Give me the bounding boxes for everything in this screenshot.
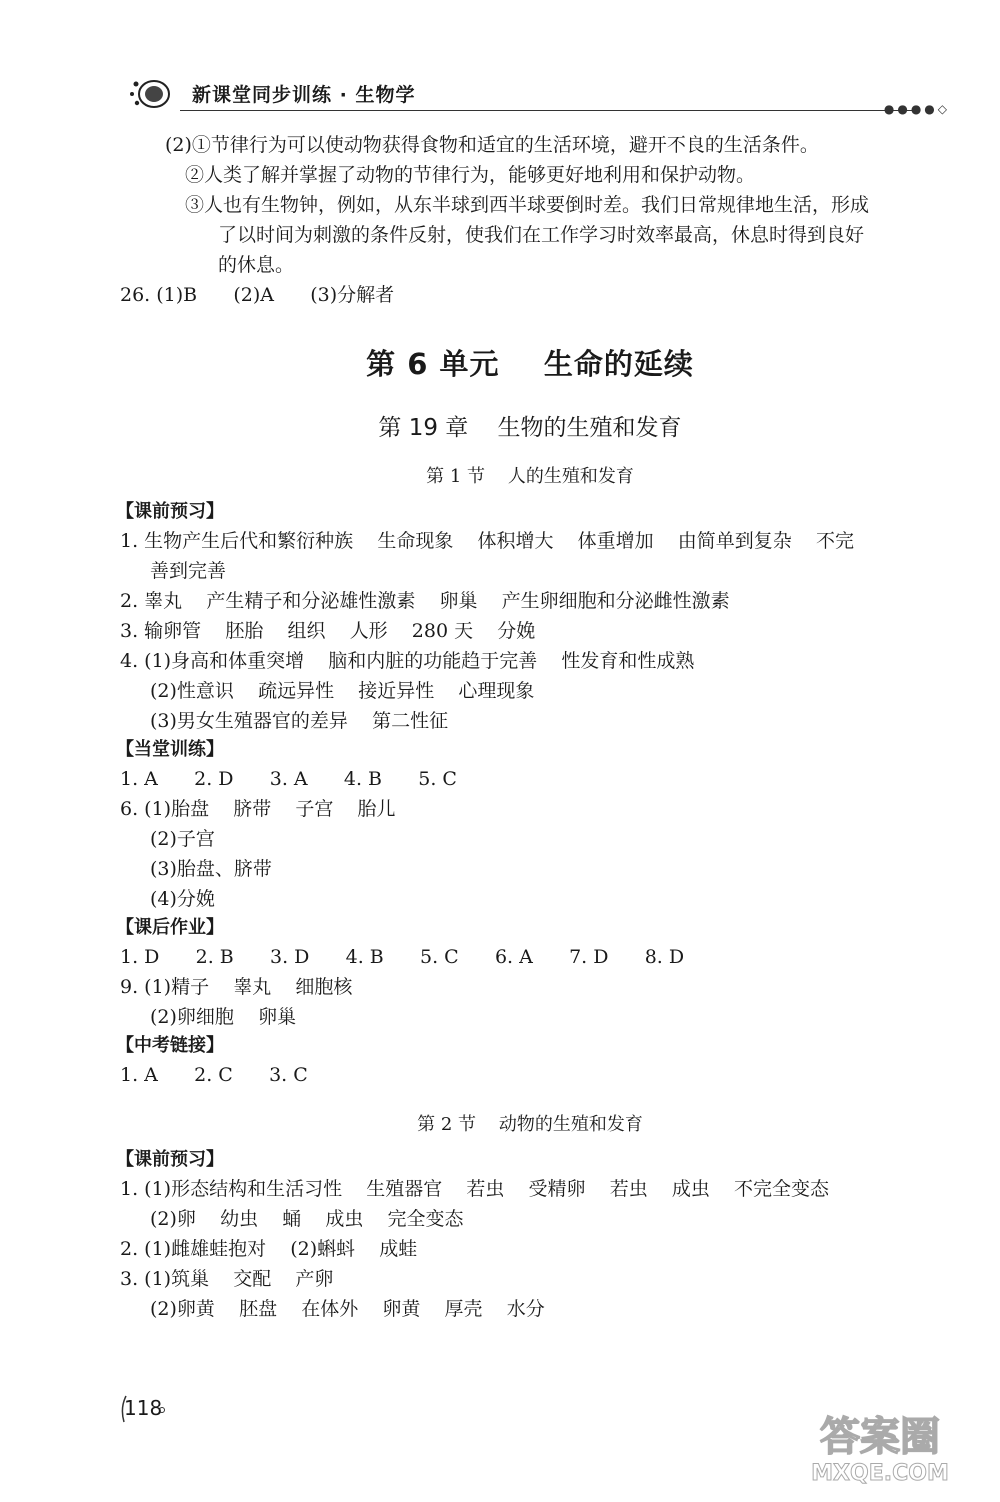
answer-line: 3. (1)筑巢 交配 产卵 xyxy=(120,1268,334,1290)
unit-title: 第 6 单元 生命的延续 xyxy=(366,347,694,381)
answer-line: 1. (1)形态结构和生活习性 生殖器官 若虫 受精卵 若虫 成虫 不完全变态 xyxy=(120,1178,830,1200)
watermark-main-text: 答案圈 xyxy=(820,1414,940,1460)
answer-line: 1. A 2. C 3. C xyxy=(120,1064,308,1086)
answer-line: 的休息。 xyxy=(218,254,295,276)
section-tag: 【课前预习】 xyxy=(116,1149,224,1170)
answer-line: (3)男女生殖器官的差异 第二性征 xyxy=(150,710,449,732)
section-title: 第 2 节 动物的生殖和发育 xyxy=(417,1114,643,1135)
section-tag: 【课后作业】 xyxy=(116,917,224,938)
answer-line: (2)子宫 xyxy=(150,828,215,850)
answer-line: 2. (1)雌雄蛙抱对 (2)蝌蚪 成蛙 xyxy=(120,1238,418,1260)
page-number-text: 118 xyxy=(124,1396,163,1420)
section-tag: 【中考链接】 xyxy=(116,1035,224,1056)
page-header xyxy=(120,72,950,116)
answer-line: 1. 生物产生后代和繁衍种族 生命现象 体积增大 体重增加 由简单到复杂 不完 xyxy=(120,530,854,552)
answer-line: (2)卵 幼虫 蛹 成虫 完全变态 xyxy=(150,1208,464,1230)
answer-line: (4)分娩 xyxy=(150,888,215,910)
section-tag: 【当堂训练】 xyxy=(116,739,224,760)
answer-line: (3)胎盘、脐带 xyxy=(150,858,272,880)
book-logo-icon xyxy=(128,76,172,110)
answer-line: 1. D 2. B 3. D 4. B 5. C 6. A 7. D 8. D xyxy=(120,946,685,968)
answer-line: ③人也有生物钟，例如，从东半球到西半球要倒时差。我们日常规律地生活，形成 xyxy=(185,194,870,216)
answer-line: 了以时间为刺激的条件反射，使我们在工作学习时效率最高，休息时得到良好 xyxy=(218,224,865,246)
header-rule xyxy=(180,110,920,111)
header-dots: ●●●●◇ xyxy=(883,102,950,116)
answer-line: ②人类了解并掌握了动物的节律行为，能够更好地利用和保护动物。 xyxy=(185,164,756,186)
answer-line: (2)卵细胞 卵巢 xyxy=(150,1006,297,1028)
watermark-logo xyxy=(780,1400,980,1490)
section-title: 第 1 节 人的生殖和发育 xyxy=(426,466,634,487)
page-number xyxy=(118,1388,166,1428)
answer-line: 3. 输卵管 胚胎 组织 人形 280 天 分娩 xyxy=(120,620,536,642)
answer-line: (2)卵黄 胚盘 在体外 卵黄 厚壳 水分 xyxy=(150,1298,545,1320)
section-tag: 【课前预习】 xyxy=(116,501,224,522)
watermark-domain-text: MXQE.COM xyxy=(811,1461,949,1486)
page-content xyxy=(116,130,940,1324)
answer-line: (2)①节律行为可以使动物获得食物和适宜的生活环境，避开不良的生活条件。 xyxy=(165,134,819,156)
answer-line: 9. (1)精子 睾丸 细胞核 xyxy=(120,976,353,998)
answer-line: 4. (1)身高和体重突增 脑和内脏的功能趋于完善 性发育和性成熟 xyxy=(120,650,695,672)
answer-line: 6. (1)胎盘 脐带 子宫 胎儿 xyxy=(120,798,396,820)
answer-line: 1. A 2. D 3. A 4. B 5. C xyxy=(120,768,457,790)
answer-line: 善到完善 xyxy=(150,560,227,582)
chapter-title: 第 19 章 生物的生殖和发育 xyxy=(378,415,682,441)
book-title: 新课堂同步训练 · 生物学 xyxy=(192,84,416,106)
answer-line: (2)性意识 疏远异性 接近异性 心理现象 xyxy=(150,680,535,702)
answer-line: 26. (1)B (2)A (3)分解者 xyxy=(120,284,395,306)
answer-line: 2. 睾丸 产生精子和分泌雄性激素 卵巢 产生卵细胞和分泌雌性激素 xyxy=(120,590,730,612)
